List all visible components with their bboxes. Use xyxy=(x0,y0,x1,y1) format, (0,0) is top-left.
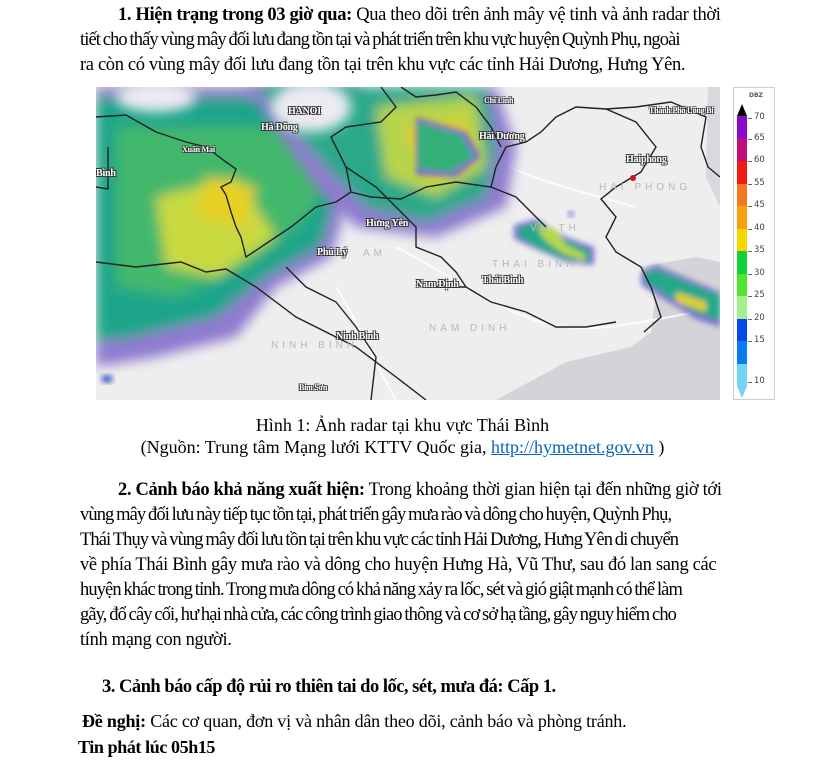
colorbar-tick xyxy=(748,341,752,342)
colorbar-tick-label: 70 xyxy=(754,112,765,122)
figure-source: (Nguồn: Trung tâm Mạng lưới KTTV Quốc gia, http://hymetnet.gov.vn ) xyxy=(140,437,665,457)
city-label-chi-linh: Chí Linh xyxy=(484,96,514,105)
region-label-hai-phong: HAI PHONG xyxy=(599,182,692,193)
section2-heading: 2. Cảnh báo khả năng xuất hiện: xyxy=(118,480,365,500)
colorbar-tick-label: 40 xyxy=(754,222,765,233)
section-forecast-warning xyxy=(80,478,780,653)
colorbar-tick xyxy=(748,229,752,230)
colorbar-segment xyxy=(737,206,747,229)
colorbar-segment xyxy=(737,296,747,319)
city-label-phu-ly: Phủ Lý xyxy=(317,247,348,258)
section-risk-level: 3. Cảnh báo cấp độ rủi ro thiên tai do lốc, sét, mưa đá: Cấp 1. xyxy=(102,677,556,697)
recommendation xyxy=(82,711,626,732)
colorbar-tick-label: 45 xyxy=(754,200,765,210)
city-label-ninh-binh: Ninh Bình xyxy=(336,331,379,342)
city-label-hung-yen: Hưng Yên xyxy=(366,218,409,229)
recommendation-label: Đề nghị: xyxy=(82,711,146,731)
city-label-hanoi: HANOI xyxy=(288,106,321,117)
city-label-hoa-binh: Bình xyxy=(96,168,116,179)
colorbar-tick-label: 55 xyxy=(754,177,765,188)
city-label-ha-dong: Hà Đông xyxy=(261,122,298,133)
region-label-ninh-binh: NINH BINH xyxy=(271,340,359,351)
region-label-vu-thu: VU TH xyxy=(530,223,580,234)
section1-line-3: ra còn có vùng mây đối lưu đang tồn tại trên khu vực các tỉnh Hải Dương, Hưng Yên. xyxy=(80,55,686,75)
colorbar-segment xyxy=(737,139,747,162)
city-label-xuan-mai: Xuân Mai xyxy=(182,145,215,154)
section2-line-6: gãy, đổ cây cối, hư hại nhà cửa, các công trình giao thông và cơ sở hạ tầng, gây nguy hiểm cho xyxy=(80,605,677,625)
sea-area-north xyxy=(706,87,720,207)
colorbar-tick xyxy=(748,274,752,275)
colorbar-tick-label: 30 xyxy=(754,267,765,278)
colorbar-tick xyxy=(748,251,752,252)
colorbar-segment xyxy=(737,319,747,342)
colorbar-unit: DBZ xyxy=(749,92,763,99)
section1-heading: 1. Hiện trạng trong 03 giờ qua: xyxy=(118,5,352,25)
colorbar-tick xyxy=(748,139,752,140)
colorbar-segment xyxy=(737,364,747,387)
section2-line-2: vùng mây đối lưu này tiếp tục tồn tại, phát triển gây mưa rào và dông cho huyện, Quỳnh Phụ, xyxy=(80,505,672,525)
colorbar-tick-label: 25 xyxy=(754,290,765,300)
section-current-status xyxy=(80,3,780,78)
colorbar-tick xyxy=(748,382,752,383)
source-link[interactable]: http://hymetnet.gov.vn xyxy=(491,437,654,457)
section2-line-3: Thái Thụy và vùng mây đối lưu tồn tại trên khu vực các tỉnh Hải Dương, Hưng Yên di chuyển xyxy=(80,530,679,550)
city-label-thai-binh: Thái Bình xyxy=(482,275,524,286)
city-label-haiphong: Haiphong xyxy=(626,154,667,165)
colorbar-tick-label: 65 xyxy=(754,132,765,143)
city-label-nam-dinh: Nam Định xyxy=(416,279,459,290)
region-label-nam-dinh: NAM DINH xyxy=(429,323,511,334)
section1-line-2: tiết cho thấy vùng mây đối lưu đang tồn tại và phát triển trên khu vực huyện Quỳnh Phụ, ngoài xyxy=(80,30,680,50)
city-label-hai-duong: Hải Dương xyxy=(479,131,525,142)
colorbar-segment xyxy=(737,341,747,364)
city-label-uong-bi: Thành Phố Uông Bí xyxy=(649,106,714,115)
section2-line-7: tính mạng con người. xyxy=(80,630,232,650)
section2-line-5: huyện khác trong tỉnh. Trong mưa dông có khả năng xảy ra lốc, sét và gió giật mạnh có thể làm xyxy=(80,580,682,600)
colorbar-tick-label: 15 xyxy=(754,335,765,345)
colorbar-tick-label: 60 xyxy=(754,155,765,165)
issued-time: Tin phát lúc 05h15 xyxy=(78,737,216,757)
colorbar-tick-label: 20 xyxy=(754,312,765,323)
colorbar-tick-label: 35 xyxy=(754,245,765,255)
colorbar-segment xyxy=(737,116,747,139)
region-label-ha-nam: AM xyxy=(363,248,386,259)
colorbar-segment xyxy=(737,184,747,207)
dbz-colorbar-legend xyxy=(733,87,775,400)
colorbar-segment xyxy=(737,251,747,274)
colorbar-tick xyxy=(748,118,752,119)
colorbar-tick xyxy=(748,184,752,185)
radar-map-graphic xyxy=(96,87,720,400)
colorbar-max-arrow xyxy=(737,104,747,116)
haiphong-marker xyxy=(630,175,636,181)
rain-echo-small xyxy=(101,375,113,383)
colorbar-tick xyxy=(748,161,752,162)
section2-line-4: về phía Thái Bình gây mưa rào và dông cho huyện Hưng Hà, Vũ Thư, sau đó lan sang các xyxy=(80,555,717,575)
colorbar-tick xyxy=(748,206,752,207)
recommendation-text: Các cơ quan, đơn vị và nhân dân theo dõi, cảnh báo và phòng tránh. xyxy=(145,711,627,731)
radar-map-image xyxy=(96,87,720,400)
colorbar-segment xyxy=(737,161,747,184)
colorbar-segment xyxy=(737,274,747,297)
colorbar-min-arrow xyxy=(737,386,747,398)
colorbar-tick xyxy=(748,296,752,297)
section1-line-1: 1. Hiện trạng trong 03 giờ qua: Qua theo dõi trên ảnh mây vệ tinh và ảnh radar thời xyxy=(118,5,721,25)
section2-line-1: 2. Cảnh báo khả năng xuất hiện: Trong khoảng thời gian hiện tại đến những giờ tới xyxy=(118,480,722,500)
colorbar-tick-label: 10 xyxy=(754,376,765,386)
region-label-thai-binh: THAI BINH xyxy=(492,259,578,270)
figure-caption: Hình 1: Ảnh radar tại khu vực Thái Bình xyxy=(255,415,550,435)
colorbar-segment xyxy=(737,229,747,252)
colorbar-tick xyxy=(748,319,752,320)
city-label-bim-son: Bỉm Sơn xyxy=(299,383,328,392)
